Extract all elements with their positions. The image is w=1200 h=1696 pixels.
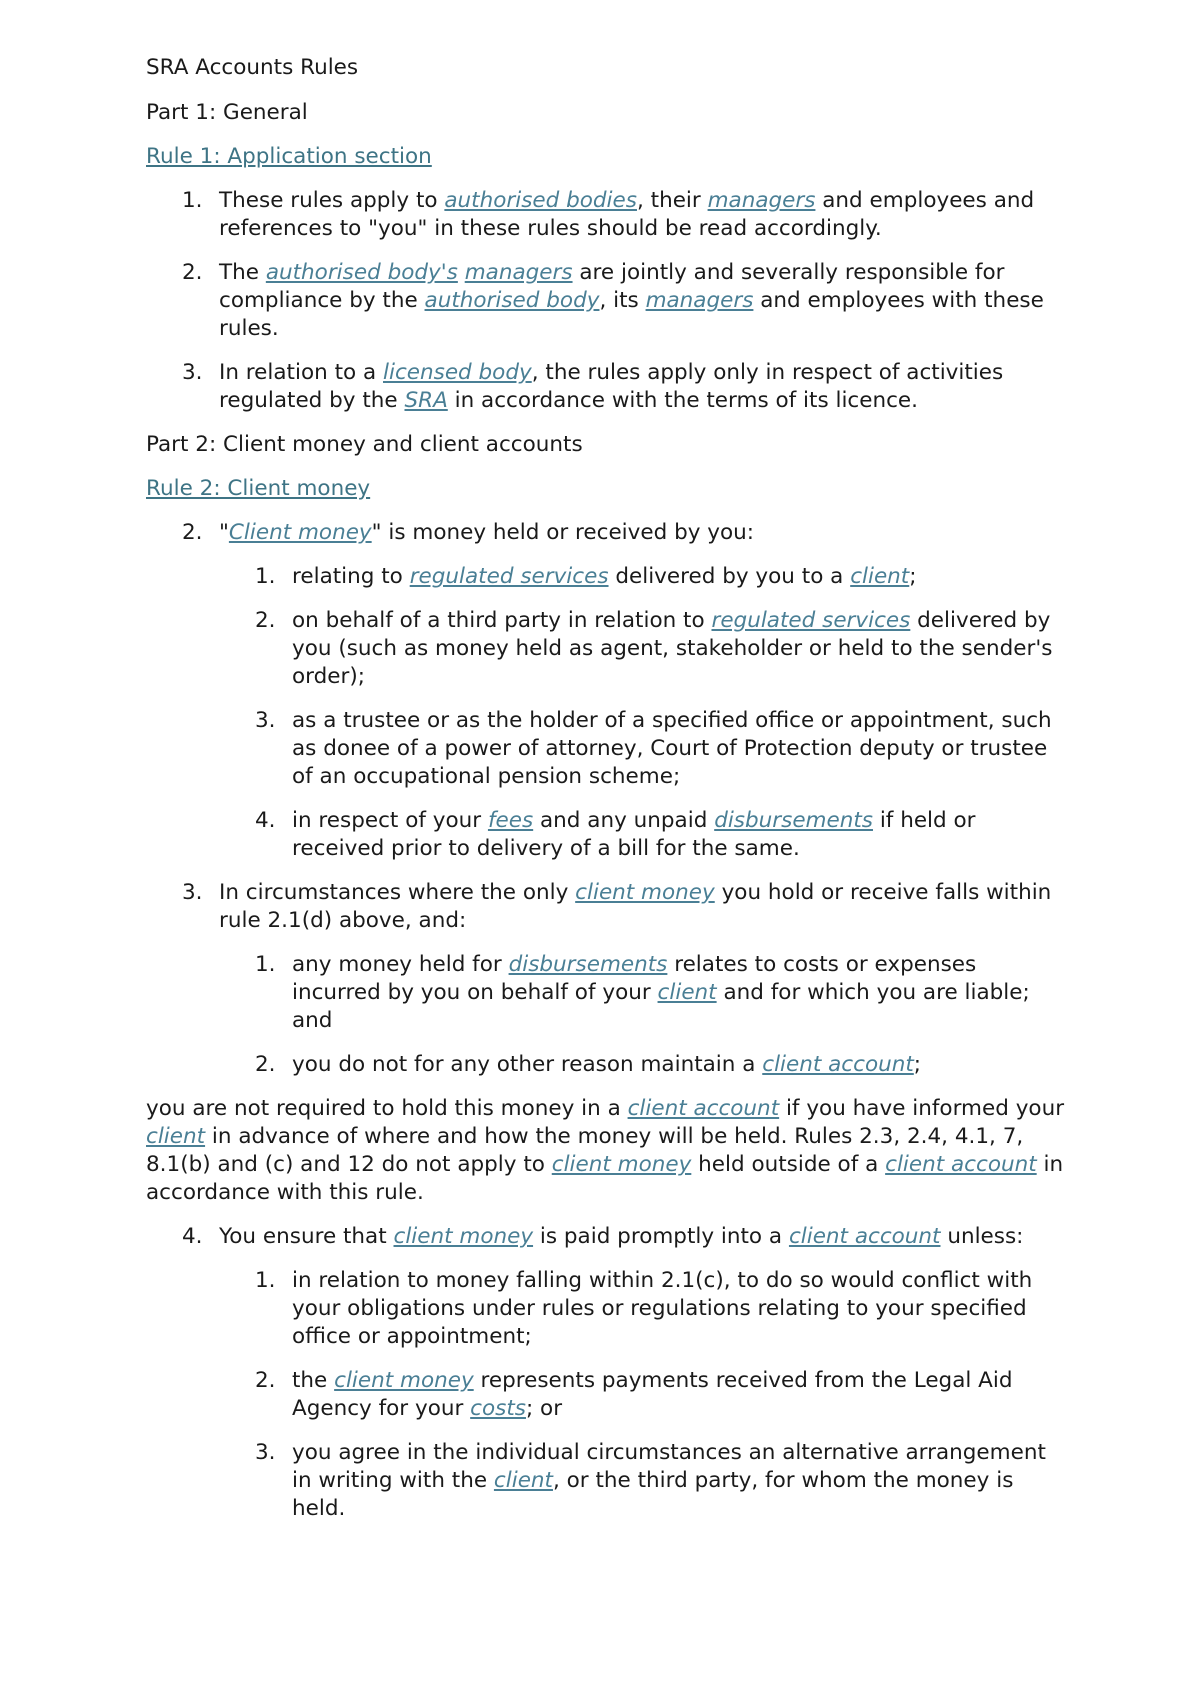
- rule-1-heading[interactable]: Rule 1: Application section: [146, 144, 432, 169]
- link-managers[interactable]: managers: [707, 188, 816, 213]
- sub-list-item: 3. you agree in the individual circumstances an alternative arrangement in writing with the client, or the third party, for whom the money is held.: [255, 1440, 1046, 1521]
- link-managers[interactable]: managers: [464, 260, 573, 285]
- part-1-heading: Part 1: General: [146, 100, 308, 125]
- document-title: SRA Accounts Rules: [146, 55, 359, 80]
- sub-list-item: 4. in respect of your fees and any unpaid disbursements if held or received prior to delivery of a bill for the same.: [255, 808, 976, 861]
- link-authorised-bodies[interactable]: authorised bodies: [444, 188, 637, 213]
- link-regulated-services[interactable]: regulated services: [409, 564, 609, 589]
- sub-list-item: 2. you do not for any other reason maintain a client account;: [255, 1052, 922, 1077]
- rule-1-list: [146, 187, 1066, 415]
- list-item: 2. "Client money" is money held or received by you: 1. relating to regulated services delivered by you to a client; 2. on behalf of a third party in relation to regulated services delivered by you (such as money held as agent, stakeholder or held to the sender's order); 3. as a trustee or as the holder of a specified office or appointment, such as donee of a power of attorney, Court of Protection deputy or trustee of an occupational pension scheme; 4. in respect of your fees and any unpaid disbursements if held or received prior to delivery of a bill for the same.: [146, 519, 1066, 863]
- link-client-account[interactable]: client account: [627, 1096, 780, 1121]
- link-licensed-body[interactable]: licensed body: [383, 360, 532, 385]
- sub-list-item: 1. in relation to money falling within 2.1(c), to do so would conflict with your obligations under rules or regulations relating to your specified office or appointment;: [255, 1268, 1033, 1349]
- sub-list-item: 1. relating to regulated services delivered by you to a client;: [255, 564, 917, 589]
- link-client-money[interactable]: client money: [551, 1152, 692, 1177]
- link-client-money[interactable]: client money: [575, 880, 715, 905]
- sub-list-item: 3. as a trustee or as the holder of a specified office or appointment, such as donee of a power of attorney, Court of Protection deputy or trustee of an occupational pension scheme;: [255, 708, 1052, 789]
- body-paragraph: you are not required to hold this money in a client account if you have informed your client in advance of where and how the money will be held. Rules 2.3, 2.4, 4.1, 7, 8.1(b) and (c) and 12 do not apply to client money held outside of a client account in accordance with this rule.: [146, 1096, 1065, 1205]
- link-client-money[interactable]: client money: [393, 1224, 534, 1249]
- link-client-account[interactable]: client account: [762, 1052, 914, 1077]
- sub-list: [219, 563, 1066, 863]
- link-client[interactable]: client: [146, 1124, 206, 1149]
- rule-2-list: [146, 519, 1066, 1079]
- link-client-account[interactable]: client account: [788, 1224, 941, 1249]
- link-client-money[interactable]: client money: [334, 1368, 474, 1393]
- list-item: 2. The authorised body's managers are jointly and severally responsible for compliance by the authorised body, its managers and employees with these rules.: [182, 260, 1044, 341]
- link-authorised-body[interactable]: authorised body: [424, 288, 600, 313]
- sub-list-item: 1. any money held for disbursements relates to costs or expenses incurred by you on behalf of your client and for which you are liable; and: [255, 952, 1030, 1033]
- sub-list-item: 2. the client money represents payments received from the Legal Aid Agency for your costs; or: [255, 1368, 1013, 1421]
- link-regulated-services[interactable]: regulated services: [711, 608, 911, 633]
- rule-2-list-continued: [146, 1223, 1066, 1523]
- list-item: 1. These rules apply to authorised bodies, their managers and employees and references to "you" in these rules should be read accordingly.: [182, 188, 1035, 241]
- link-fees[interactable]: fees: [487, 808, 534, 833]
- link-client-account[interactable]: client account: [885, 1152, 1037, 1177]
- list-item: 4. You ensure that client money is paid promptly into a client account unless: 1. in relation to money falling within 2.1(c), to do so would conflict with your obligations under rules or regulations relating to your specified office or appointment; 2. the client money represents payments received from the Legal Aid Agency for your costs; or 3. you agree in the individual circumstances an alternative arrangement in writing with the client, or the third party, for whom the money is held.: [146, 1223, 1066, 1523]
- document-page: [146, 54, 1066, 1539]
- link-disbursements[interactable]: disbursements: [714, 808, 873, 833]
- link-client[interactable]: client: [657, 980, 717, 1005]
- sub-list-item: 2. on behalf of a third party in relation to regulated services delivered by you (such as money held as agent, stakeholder or held to the sender's order);: [255, 608, 1053, 689]
- link-client-money[interactable]: Client money: [228, 520, 372, 545]
- list-item: 3. In relation to a licensed body, the rules apply only in respect of activities regulated by the SRA in accordance with the terms of its licence.: [182, 360, 1004, 413]
- sub-list: [219, 951, 1066, 1079]
- part-2-heading: Part 2: Client money and client accounts: [146, 432, 583, 457]
- link-authorised-body[interactable]: authorised body's: [265, 260, 458, 285]
- rule-2-heading[interactable]: Rule 2: Client money: [146, 476, 371, 501]
- link-sra[interactable]: SRA: [404, 388, 448, 413]
- link-client[interactable]: client: [493, 1468, 553, 1493]
- list-item: 3. In circumstances where the only client money you hold or receive falls within rule 2.1(d) above, and: 1. any money held for disbursements relates to costs or expenses incurred by you on behalf of your client and for which you are liable; and 2. you do not for any other reason maintain a client account;: [146, 879, 1066, 1079]
- link-disbursements[interactable]: disbursements: [508, 952, 668, 977]
- link-managers[interactable]: managers: [645, 288, 754, 313]
- link-costs[interactable]: costs: [470, 1396, 526, 1421]
- sub-list: [219, 1267, 1066, 1523]
- link-client[interactable]: client: [850, 564, 910, 589]
